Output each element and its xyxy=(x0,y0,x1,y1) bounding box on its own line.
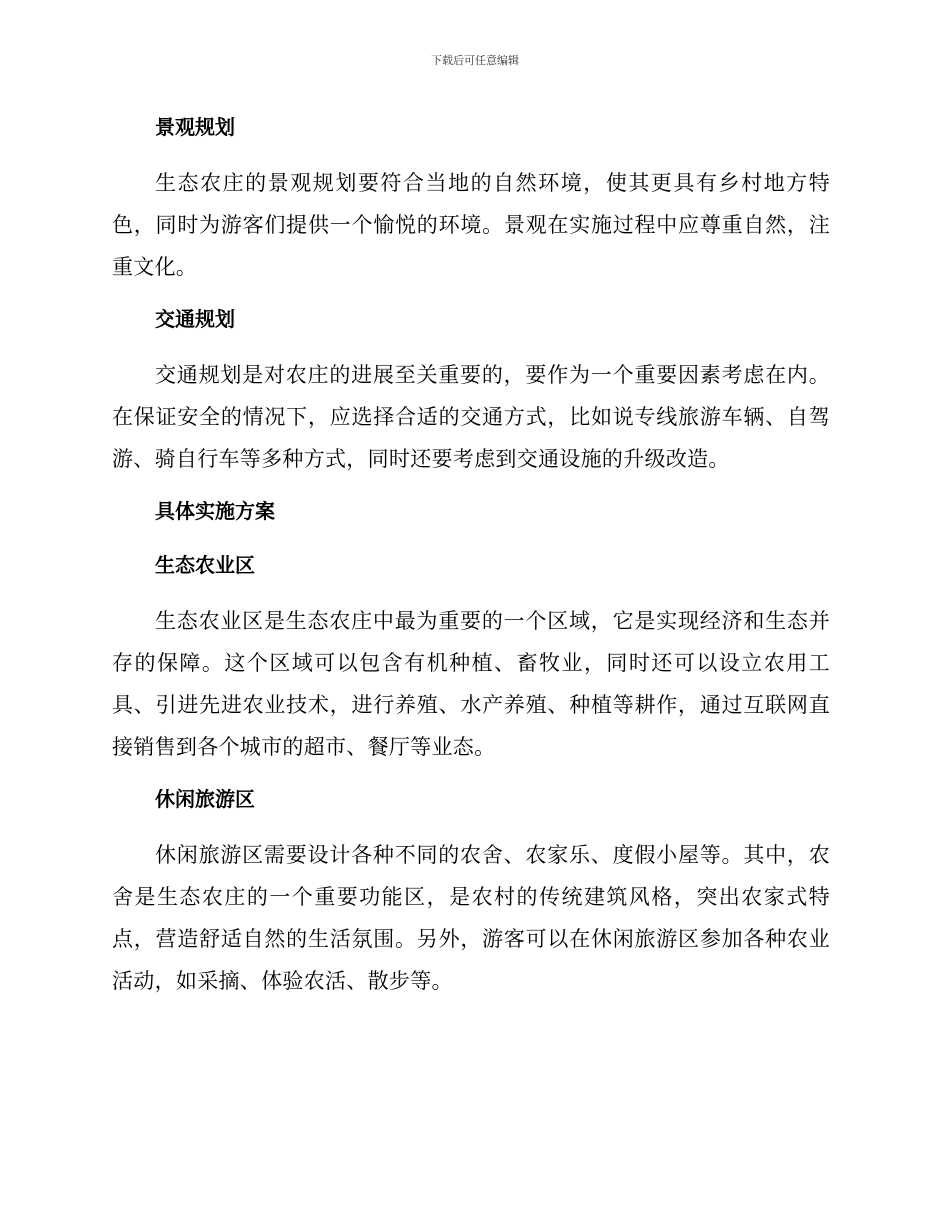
section-heading-implementation: 具体实施方案 xyxy=(155,499,275,523)
paragraph-leisure-tourism: 休闲旅游区需要设计各种不同的农舍、农家乐、度假小屋等。其中，农舍是生态农庄的一个重要功能区，是农村的传统建筑风格，突出农家式特点，营造舒适自然的生活氛围。另外，游客可以在休闲旅游区参加各种农业活动，如采摘、体验农活、散步等。 xyxy=(112,843,830,993)
document-body xyxy=(112,108,830,1014)
section-heading-eco-agriculture: 生态农业区 xyxy=(155,553,255,577)
section-heading-traffic: 交通规划 xyxy=(155,307,235,331)
paragraph-landscape: 生态农庄的景观规划要符合当地的自然环境，使其更具有乡村地方特色，同时为游客们提供一个愉悦的环境。景观在实施过程中应尊重自然，注重文化。 xyxy=(112,171,830,279)
paragraph-traffic: 交通规划是对农庄的进展至关重要的，要作为一个重要因素考虑在内。在保证安全的情况下，应选择合适的交通方式，比如说专线旅游车辆、自驾游、骑自行车等多种方式，同时还要考虑到交通设施的升级改造。 xyxy=(112,363,830,471)
section-heading-leisure-tourism: 休闲旅游区 xyxy=(155,787,255,811)
page-header-note: 下载后可任意编辑 xyxy=(431,54,519,67)
paragraph-eco-agriculture: 生态农业区是生态农庄中最为重要的一个区域，它是实现经济和生态并存的保障。这个区域可以包含有机种植、畜牧业，同时还可以设立农用工具、引进先进农业技术，进行养殖、水产养殖、种植等耕作，通过互联网直接销售到各个城市的超市、餐厅等业态。 xyxy=(112,609,830,759)
section-heading-landscape: 景观规划 xyxy=(155,115,235,139)
